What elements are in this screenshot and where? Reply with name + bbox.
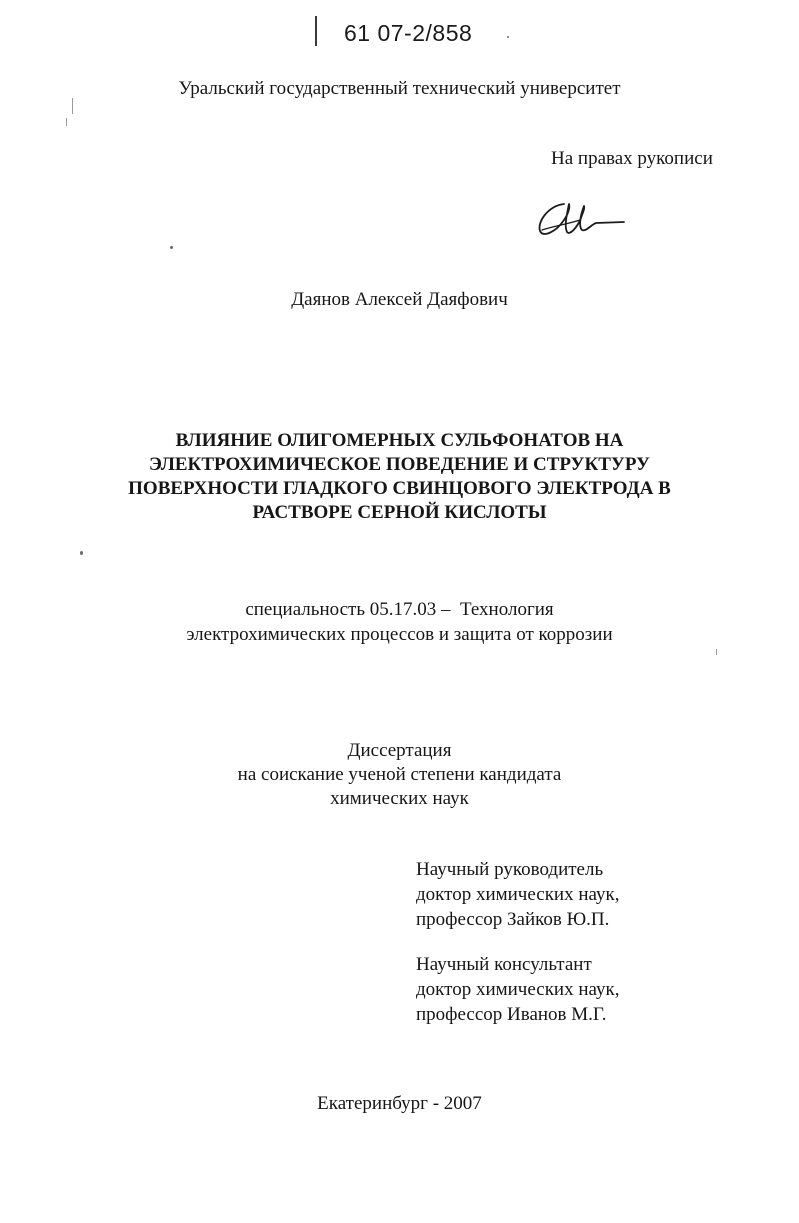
scan-mark [66,118,67,126]
signature-mark [534,196,628,240]
title-line: РАСТВОРЕ СЕРНОЙ КИСЛОТЫ [252,502,547,523]
dissertation-line: на соискание ученой степени кандидата [237,764,562,785]
consultant-line: профессор Иванов М.Г. [416,1004,607,1025]
specialty-block [0,597,799,647]
specialty-line: электрохимических процессов и защита от коррозии [186,624,613,645]
dissertation-line: Диссертация [347,740,452,761]
scan-speck [507,36,509,38]
scan-speck [170,246,173,249]
consultant-line: Научный консультант [416,954,592,975]
dissertation-line: химических наук [330,788,469,809]
title-line: ВЛИЯНИЕ ОЛИГОМЕРНЫХ СУЛЬФОНАТОВ НА [175,430,624,451]
title-line: ПОВЕРХНОСТИ ГЛАДКОГО СВИНЦОВОГО ЭЛЕКТРОДА В [128,478,671,499]
author-name: Даянов Алексей Даяфович [291,289,508,310]
rights-note: На правах рукописи [551,148,713,169]
dissertation-type-block [0,739,799,811]
stamp-margin-line [315,16,317,46]
supervisor-line: Научный руководитель [416,859,604,880]
supervisor-block [416,857,619,932]
city-year: Екатеринбург - 2007 [317,1093,482,1114]
supervisor-line: доктор химических наук, [416,884,620,905]
scan-mark [716,649,717,655]
supervisor-line: профессор Зайков Ю.П. [416,909,610,930]
scan-speck [80,551,83,555]
title-line: ЭЛЕКТРОХИМИЧЕСКОЕ ПОВЕДЕНИЕ И СТРУКТУРУ [149,454,650,475]
consultant-block [416,952,619,1027]
scan-mark [72,98,73,114]
specialty-line: специальность 05.17.03 – Технология [245,599,554,620]
dissertation-title [0,429,799,525]
archive-stamp-code: 61 07-2/858 [344,20,473,46]
consultant-line: доктор химических наук, [416,979,620,1000]
university-name: Уральский государственный технический университет [178,78,621,99]
